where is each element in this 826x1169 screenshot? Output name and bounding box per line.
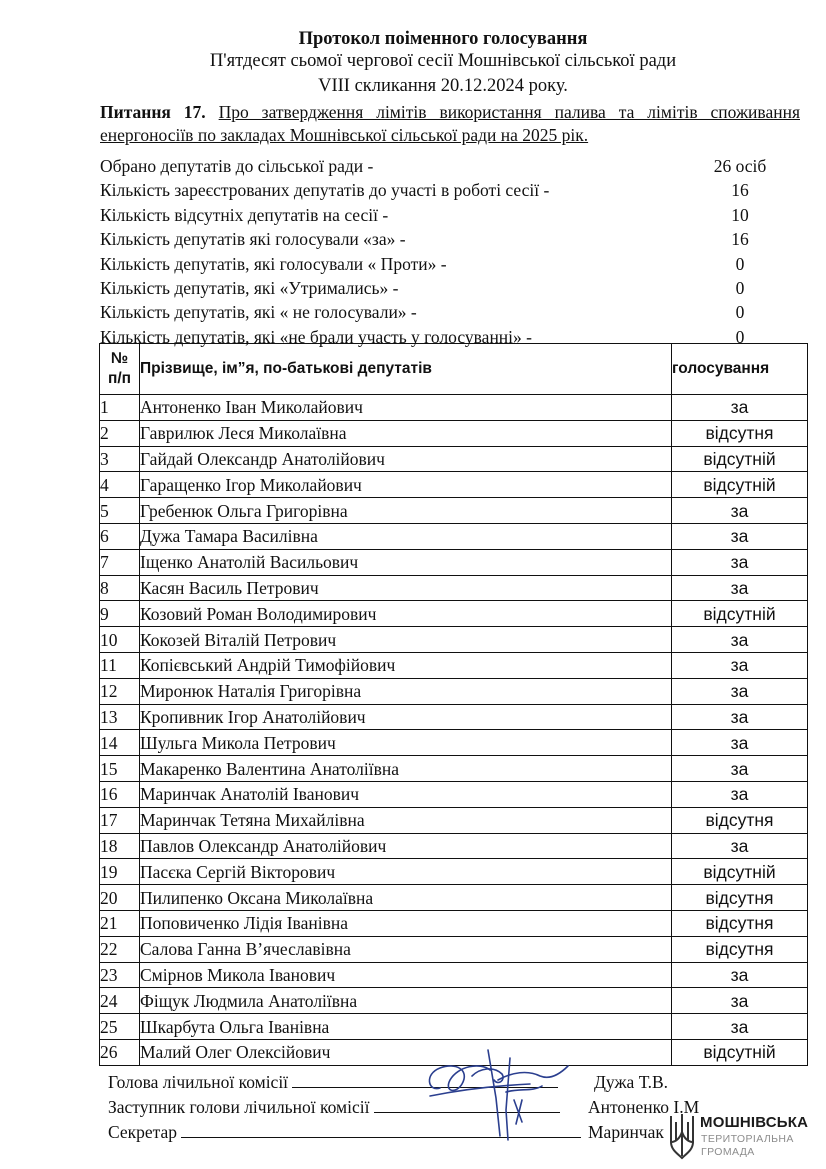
vote-result: за <box>672 523 808 549</box>
table-row <box>100 962 808 988</box>
row-number: 1 <box>100 395 140 421</box>
table-row <box>100 756 808 782</box>
deputy-name: Макаренко Валентина Анатоліївна <box>140 756 672 782</box>
row-number: 8 <box>100 575 140 601</box>
table-row <box>100 420 808 446</box>
table-row <box>100 781 808 807</box>
vote-result: за <box>672 652 808 678</box>
table-row <box>100 446 808 472</box>
table-row <box>100 652 808 678</box>
session-subtitle: П'ятдесят сьомої чергової сесії Мошнівської сільської ради <box>209 51 677 71</box>
table-row <box>100 859 808 885</box>
stat-value: 0 <box>735 302 745 323</box>
stat-absent <box>100 203 800 227</box>
deputy-name: Гребенюк Ольга Григорівна <box>140 498 672 524</box>
stat-label: Кількість відсутніх депутатів на сесії - <box>100 204 389 225</box>
row-number: 7 <box>100 549 140 575</box>
stat-value: 0 <box>735 277 745 298</box>
row-number: 26 <box>100 1039 140 1065</box>
vote-result: за <box>672 1014 808 1040</box>
row-number: 24 <box>100 988 140 1014</box>
table-row <box>100 988 808 1014</box>
vote-result: відсутній <box>672 472 808 498</box>
row-number: 6 <box>100 523 140 549</box>
deputy-name: Шкарбута Ольга Іванівна <box>140 1014 672 1040</box>
stat-voted-against <box>100 252 800 276</box>
vote-result: за <box>672 962 808 988</box>
vote-statistics <box>100 154 800 349</box>
question-number: Питання 17. <box>100 102 206 122</box>
deputy-name: Гаврилюк Леся Миколаївна <box>140 420 672 446</box>
signature-name: Маринчак <box>588 1122 664 1142</box>
row-number: 3 <box>100 446 140 472</box>
table-row <box>100 627 808 653</box>
vote-result: відсутній <box>672 859 808 885</box>
vote-result: відсутня <box>672 807 808 833</box>
trident-icon <box>668 1112 696 1160</box>
table-row <box>100 807 808 833</box>
vote-result: за <box>672 704 808 730</box>
row-number: 2 <box>100 420 140 446</box>
stat-registered <box>100 178 800 202</box>
signature-role: Голова лічильної комісії <box>108 1072 289 1092</box>
deputy-name: Фіщук Людмила Анатоліївна <box>140 988 672 1014</box>
row-number: 4 <box>100 472 140 498</box>
row-number: 11 <box>100 652 140 678</box>
stat-label: Кількість депутатів, які «не брали участь у голосуванні» - <box>100 326 532 347</box>
stat-voted-for <box>100 227 800 251</box>
row-number: 19 <box>100 859 140 885</box>
stat-not-voted <box>100 300 800 324</box>
vote-result: відсутній <box>672 1039 808 1065</box>
deputy-name: Антоненко Іван Миколайович <box>140 395 672 421</box>
row-number: 22 <box>100 936 140 962</box>
column-header-number: № п/п <box>100 344 140 395</box>
question-text: Про затвердження лімітів використання палива та лімітів споживання енергоносіїв по закладах Мошнівської сільської ради на 2025 рік. <box>100 102 800 145</box>
table-row <box>100 678 808 704</box>
table-row <box>100 730 808 756</box>
stat-value: 16 <box>731 180 749 201</box>
table-row <box>100 549 808 575</box>
vote-result: за <box>672 756 808 782</box>
stat-label: Кількість депутатів, які «Утримались» - <box>100 277 399 298</box>
signature-name: Дужа Т.В. <box>594 1072 669 1092</box>
row-number: 15 <box>100 756 140 782</box>
table-row <box>100 910 808 936</box>
deputy-name: Кокозей Віталій Петрович <box>140 627 672 653</box>
table-row <box>100 575 808 601</box>
logo-subtitle-2: ГРОМАДА <box>701 1146 755 1158</box>
stat-value: 0 <box>735 253 745 274</box>
table-row <box>100 601 808 627</box>
vote-result: відсутня <box>672 885 808 911</box>
column-header-name: Прізвище, ім”я, по-батькові депутатів <box>140 344 672 395</box>
table-row <box>100 498 808 524</box>
row-number: 9 <box>100 601 140 627</box>
deputy-name: Маринчак Тетяна Михайлівна <box>140 807 672 833</box>
deputy-name: Смірнов Микола Іванович <box>140 962 672 988</box>
logo-subtitle: ТЕРИТОРІАЛЬНА <box>701 1133 794 1145</box>
row-number: 13 <box>100 704 140 730</box>
vote-result: за <box>672 395 808 421</box>
deputy-name: Гайдай Олександр Анатолійович <box>140 446 672 472</box>
vote-result: за <box>672 498 808 524</box>
signature-role: Секретар <box>108 1122 178 1142</box>
stat-label: Кількість зареєстрованих депутатів до участі в роботі сесії - <box>100 180 550 201</box>
stat-value: 26 осіб <box>713 156 767 176</box>
deputy-name: Павлов Олександр Анатолійович <box>140 833 672 859</box>
stat-label: Кількість депутатів, які « не голосували» - <box>100 302 417 323</box>
vote-result: за <box>672 627 808 653</box>
row-number: 16 <box>100 781 140 807</box>
deputy-name: Кропивник Ігор Анатолійович <box>140 704 672 730</box>
vote-result: відсутня <box>672 936 808 962</box>
question-block <box>100 101 800 147</box>
deputy-name: Дужа Тамара Василівна <box>140 523 672 549</box>
column-header-vote: голосування <box>672 344 808 395</box>
stat-value: 16 <box>731 229 749 250</box>
stat-label: Обрано депутатів до сільської ради - <box>100 156 374 176</box>
stat-label: Кількість депутатів які голосували «за» - <box>100 229 406 250</box>
row-number: 23 <box>100 962 140 988</box>
deputy-name: Іщенко Анатолій Васильович <box>140 549 672 575</box>
deputy-name: Пасєка Сергій Вікторович <box>140 859 672 885</box>
deputy-name: Малий Олег Олексійович <box>140 1039 672 1065</box>
vote-result: за <box>672 988 808 1014</box>
deputy-name: Пилипенко Оксана Миколаївна <box>140 885 672 911</box>
vote-result: відсутня <box>672 910 808 936</box>
row-number: 20 <box>100 885 140 911</box>
table-row <box>100 472 808 498</box>
logo-title: МОШНІВСЬКА <box>700 1114 809 1131</box>
row-number: 10 <box>100 627 140 653</box>
stat-value: 0 <box>735 326 745 347</box>
row-number: 12 <box>100 678 140 704</box>
deputy-name: Поповиченко Лідія Іванівна <box>140 910 672 936</box>
vote-result: за <box>672 678 808 704</box>
table-header-row <box>100 344 808 395</box>
stat-label: Кількість депутатів, які голосували « Проти» - <box>100 253 447 274</box>
table-row <box>100 704 808 730</box>
table-row <box>100 885 808 911</box>
vote-result: відсутній <box>672 446 808 472</box>
vote-result: за <box>672 575 808 601</box>
community-logo <box>668 1112 818 1164</box>
vote-result: за <box>672 833 808 859</box>
table-row <box>100 1014 808 1040</box>
deputy-name: Касян Василь Петрович <box>140 575 672 601</box>
table-row <box>100 395 808 421</box>
row-number: 18 <box>100 833 140 859</box>
deputy-name: Шульга Микола Петрович <box>140 730 672 756</box>
vote-result: за <box>672 781 808 807</box>
stat-value: 10 <box>731 204 749 225</box>
stat-elected <box>100 154 800 178</box>
vote-result: відсутня <box>672 420 808 446</box>
row-number: 21 <box>100 910 140 936</box>
deputy-name: Миронюк Наталія Григорівна <box>140 678 672 704</box>
row-number: 25 <box>100 1014 140 1040</box>
row-number: 14 <box>100 730 140 756</box>
deputy-name: Козовий Роман Володимирович <box>140 601 672 627</box>
vote-result: за <box>672 730 808 756</box>
deputy-name: Маринчак Анатолій Іванович <box>140 781 672 807</box>
row-number: 17 <box>100 807 140 833</box>
signature-name: Антоненко І.М <box>588 1097 700 1117</box>
signature-role: Заступник голови лічильної комісії <box>108 1097 370 1117</box>
table-row <box>100 523 808 549</box>
convocation-date: VIII скликання 20.12.2024 року. <box>318 76 568 96</box>
roll-call-table <box>99 343 808 1066</box>
vote-result: за <box>672 549 808 575</box>
protocol-title: Протокол поіменного голосування <box>298 29 588 49</box>
handwritten-signature-icon <box>410 1040 580 1150</box>
stat-abstained <box>100 276 800 300</box>
row-number: 5 <box>100 498 140 524</box>
table-row <box>100 833 808 859</box>
vote-result: відсутній <box>672 601 808 627</box>
deputy-name: Салова Ганна В’ячеславівна <box>140 936 672 962</box>
deputy-name: Гаращенко Ігор Миколайович <box>140 472 672 498</box>
table-row <box>100 936 808 962</box>
deputy-name: Копієвський Андрій Тимофійович <box>140 652 672 678</box>
